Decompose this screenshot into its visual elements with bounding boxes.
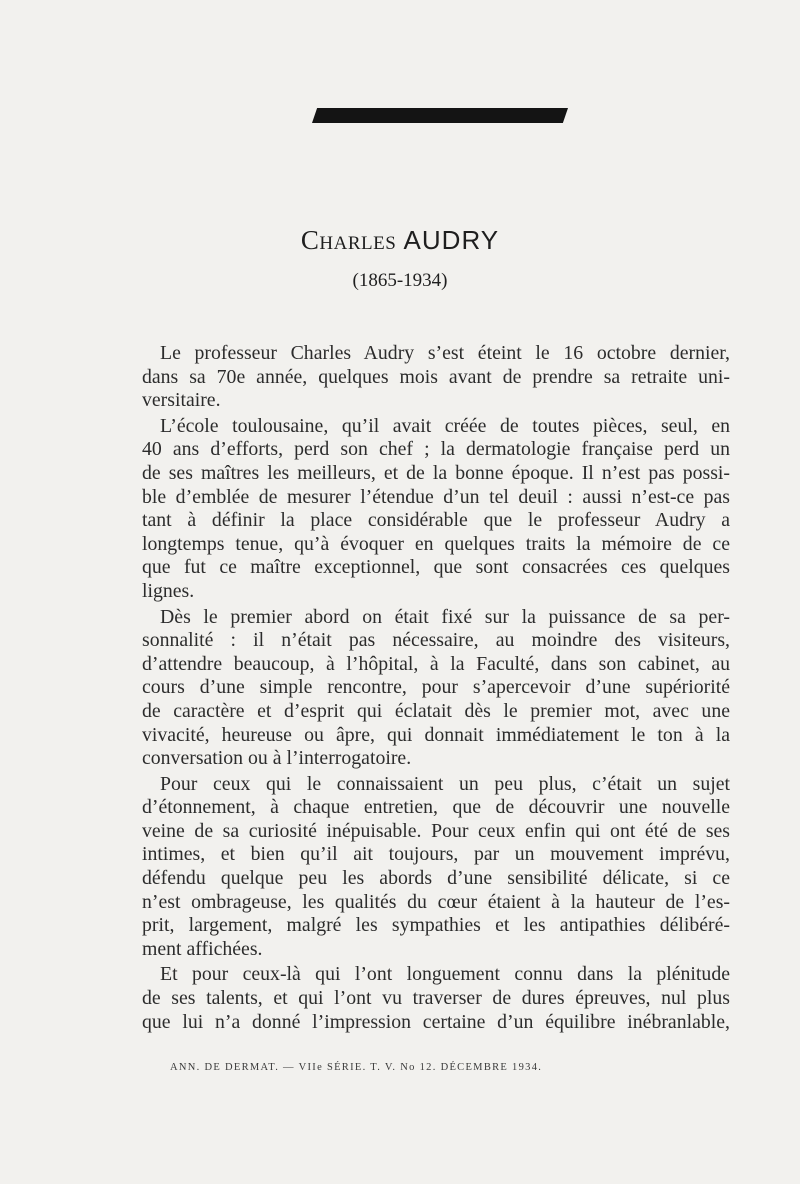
text-line: que lui n’a donné l’impression certaine d’un équilibre inébranlable, xyxy=(142,1010,730,1033)
paragraph xyxy=(142,773,730,962)
text-line: Pour ceux qui le connaissaient un peu plus, c’était un sujet xyxy=(160,772,730,795)
text-line: veine de sa curiosité inépuisable. Pour ceux enfin qui ont été de ses xyxy=(142,819,730,842)
text-line: tant à définir la place considérable que le professeur Audry a xyxy=(142,509,730,532)
text-line: lignes. xyxy=(142,579,195,602)
text-line: d’attendre beaucoup, à l’hôpital, à la Faculté, dans son cabinet, au xyxy=(142,652,730,675)
text-line: longtemps tenue, qu’à évoquer en quelques traits la mémoire de ce xyxy=(142,532,730,555)
running-footer: ANN. DE DERMAT. — VIIe SÉRIE. T. V. No 12. DÉCEMBRE 1934. xyxy=(170,1062,543,1073)
article-title xyxy=(0,225,800,256)
text-line: L’école toulousaine, qu’il avait créée de toutes pièces, seul, en xyxy=(160,414,730,437)
text-line: ble d’emblée de mesurer l’étendue d’un tel deuil : aussi n’est-ce pas xyxy=(142,485,730,508)
text-line: de ses maîtres les meilleurs, et de la bonne époque. Il n’est pas possi- xyxy=(142,461,730,484)
text-line: Et pour ceux-là qui l’ont longuement connu dans la plénitude xyxy=(160,963,730,986)
text-line: 40 ans d’efforts, perd son chef ; la dermatologie française perd un xyxy=(142,438,730,461)
paragraph xyxy=(142,963,730,1034)
text-line: vivacité, heureuse ou âpre, qui donnait immédiatement le ton à la xyxy=(142,723,730,746)
text-line: sonnalité : il n’était pas nécessaire, au moindre des visiteurs, xyxy=(142,629,730,652)
text-line: conversation ou à l’interrogatoire. xyxy=(142,747,412,770)
text-line: de ses talents, et qui l’ont vu traverser de dures épreuves, nul plus xyxy=(142,987,730,1010)
decorative-header-rule xyxy=(312,108,568,123)
text-line: de caractère et d’esprit qui éclatait dès le premier mot, avec une xyxy=(142,699,730,722)
paragraph xyxy=(142,342,730,413)
text-line: Le professeur Charles Audry s’est éteint le 16 octobre dernier, xyxy=(160,342,730,364)
text-line: cours d’une simple rencontre, pour s’apercevoir d’une supériorité xyxy=(142,676,730,699)
text-line: d’étonnement, à chaque entretien, que de découvrir une nouvelle xyxy=(142,796,730,819)
text-line: n’est ombrageuse, les qualités du cœur étaient à la hauteur de l’es- xyxy=(142,890,730,913)
title-surname: AUDRY xyxy=(403,225,500,255)
text-line: versitaire. xyxy=(142,389,221,412)
text-line: défendu quelque peu les abords d’une sensibilité délicate, si ce xyxy=(142,867,730,890)
text-line: ment affichées. xyxy=(142,937,263,960)
text-line: dans sa 70e année, quelques mois avant de prendre sa retraite uni- xyxy=(142,365,730,388)
article-body xyxy=(142,342,730,1034)
text-line: Dès le premier abord on était fixé sur la puissance de sa per- xyxy=(160,605,730,628)
paragraph xyxy=(142,606,730,771)
text-line: intimes, et bien qu’il ait toujours, par un mouvement imprévu, xyxy=(142,843,730,866)
title-given-name: Charles xyxy=(300,225,397,255)
paragraph xyxy=(142,415,730,604)
text-line: prit, largement, malgré les sympathies et les antipathies délibéré- xyxy=(142,914,730,937)
text-line: que fut ce maître exceptionnel, que sont consacrées ces quelques xyxy=(142,556,730,579)
life-dates: (1865-1934) xyxy=(352,270,448,291)
